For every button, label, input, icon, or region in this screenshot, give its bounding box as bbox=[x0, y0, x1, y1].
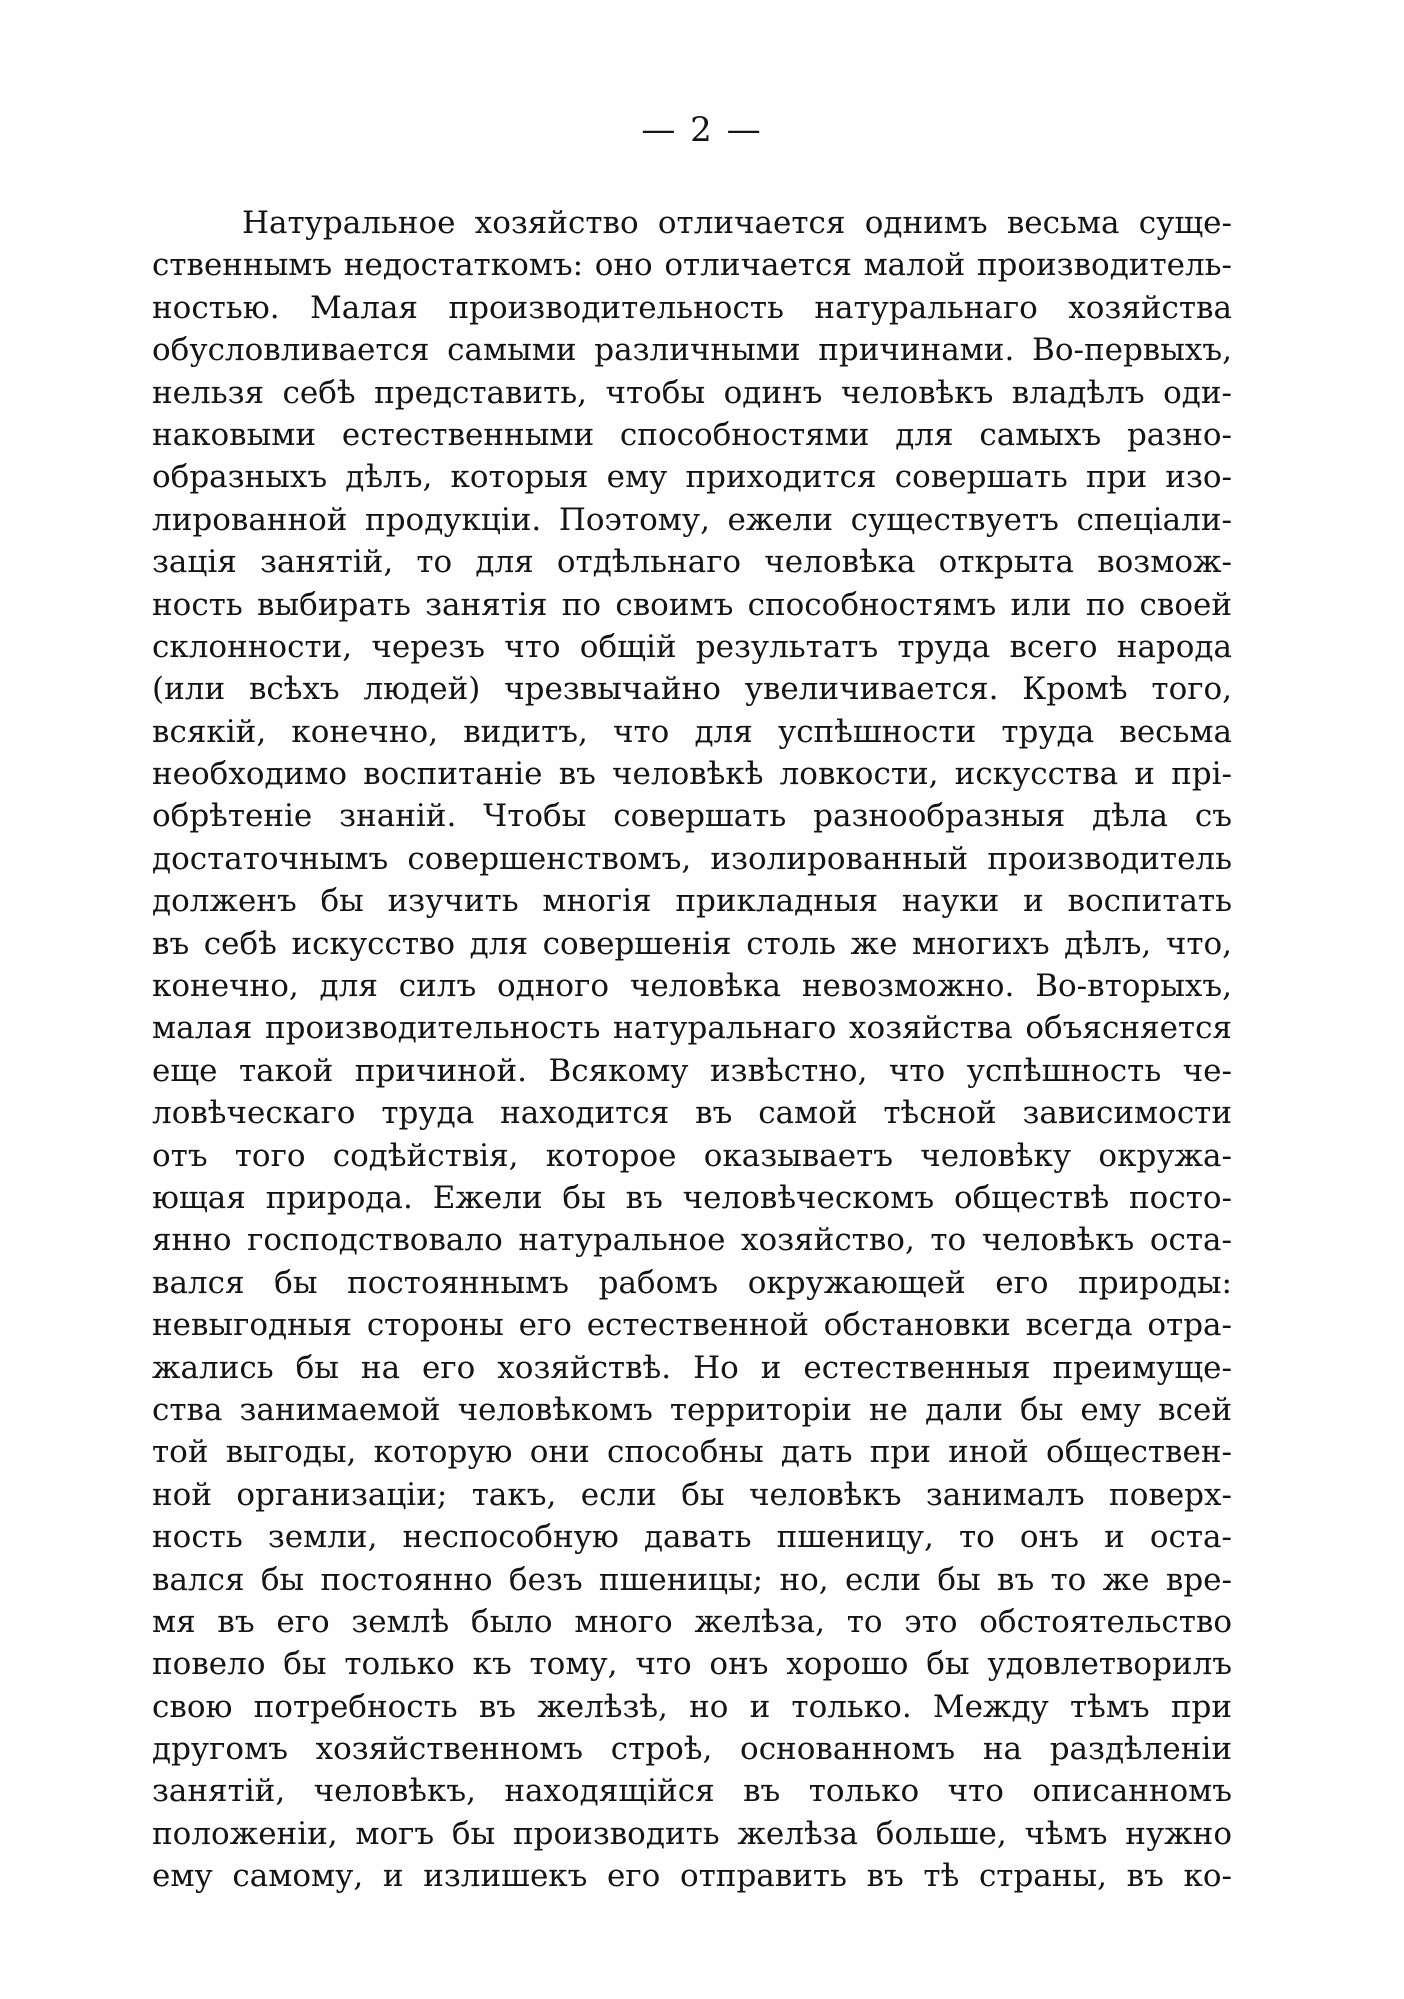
text-line: вался бы постоянно безъ пшеницы; но, если бы въ то же вре- bbox=[152, 1561, 1232, 1598]
text-line: отъ того содѣйствія, которое оказываетъ человѣку окружа- bbox=[152, 1137, 1232, 1174]
text-line: необходимо воспитаніе въ человѣкѣ ловкости, искусства и прі- bbox=[152, 756, 1232, 793]
text-line: занятій, человѣкъ, находящійся въ только что описанномъ bbox=[152, 1773, 1232, 1810]
text-line: наковыми естественными способностями для самыхъ разно- bbox=[152, 416, 1232, 453]
text-line: всякій, конечно, видитъ, что для успѣшности труда весьма bbox=[152, 713, 1232, 750]
text-line: ющая природа. Ежели бы въ человѣческомъ обществѣ посто- bbox=[152, 1179, 1232, 1216]
text-line: свою потребность въ желѣзѣ, но и только. Между тѣмъ при bbox=[152, 1688, 1232, 1725]
text-line: конечно, для силъ одного человѣка невозможно. Во-вторыхъ, bbox=[152, 968, 1232, 1005]
text-line: положеніи, могъ бы производить желѣза больше, чѣмъ нужно bbox=[152, 1815, 1232, 1852]
text-line: достаточнымъ совершенствомъ, изолированный производитель bbox=[152, 840, 1232, 877]
text-line: жались бы на его хозяйствѣ. Но и естественныя преимуще- bbox=[152, 1349, 1232, 1386]
text-line: склонности, черезъ что общій результатъ труда всего народа bbox=[152, 628, 1232, 665]
text-line: ства занимаемой человѣкомъ территоріи не дали бы ему всей bbox=[152, 1391, 1232, 1428]
text-line: лированной продукціи. Поэтому, ежели существуетъ спеціали- bbox=[152, 501, 1232, 538]
text-line: вался бы постояннымъ рабомъ окружающей его природы: bbox=[152, 1264, 1232, 1301]
text-line: ловѣческаго труда находится въ самой тѣсной зависимости bbox=[152, 1095, 1232, 1132]
text-line: ностью. Малая производительность натуральнаго хозяйства bbox=[152, 289, 1232, 326]
text-line: зація занятій, то для отдѣльнаго человѣка открыта возмож- bbox=[152, 544, 1232, 581]
text-line: той выгоды, которую они способны дать при иной обществен- bbox=[152, 1434, 1232, 1471]
text-line: повело бы только къ тому, что онъ хорошо бы удовлетворилъ bbox=[152, 1646, 1232, 1683]
text-line: въ себѣ искусство для совершенія столь же многихъ дѣлъ, что, bbox=[152, 925, 1232, 962]
text-line: обусловливается самыми различными причинами. Во-первыхъ, bbox=[152, 332, 1232, 369]
text-line: долженъ бы изучить многія прикладныя науки и воспитать bbox=[152, 883, 1232, 920]
text-line: ему самому, и излишекъ его отправить въ тѣ страны, въ ко- bbox=[152, 1858, 1232, 1895]
text-line: Натуральное хозяйство отличается однимъ весьма суще- bbox=[242, 205, 1232, 241]
text-line: малая производительность натуральнаго хозяйства объясняется bbox=[152, 1010, 1232, 1047]
text-line: мя въ его землѣ было много желѣза, то это обстоятельство bbox=[152, 1603, 1232, 1640]
text-line: нельзя себѣ представить, чтобы одинъ человѣкъ владѣлъ оди- bbox=[152, 374, 1232, 411]
text-line: образныхъ дѣлъ, которыя ему приходится совершать при изо- bbox=[152, 459, 1232, 496]
text-line: ность выбирать занятія по своимъ способностямъ или по своей bbox=[152, 586, 1232, 623]
page-number: — 2 — bbox=[641, 110, 763, 150]
text-line: обрѣтеніе знаній. Чтобы совершать разнообразныя дѣла съ bbox=[152, 798, 1232, 835]
body-text bbox=[152, 202, 1232, 1898]
text-line: ственнымъ недостаткомъ: оно отличается малой производитель- bbox=[152, 247, 1232, 284]
text-line: (или всѣхъ людей) чрезвычайно увеличивается. Кромѣ того, bbox=[152, 671, 1232, 708]
text-line: другомъ хозяйственномъ строѣ, основанномъ на раздѣленіи bbox=[152, 1731, 1232, 1768]
text-line: янно господствовало натуральное хозяйство, то человѣкъ оста- bbox=[152, 1222, 1232, 1259]
text-line: ность земли, неспособную давать пшеницу, то онъ и оста- bbox=[152, 1519, 1232, 1556]
text-line: невыгодныя стороны его естественной обстановки всегда отра- bbox=[152, 1307, 1232, 1344]
text-line: еще такой причиной. Всякому извѣстно, что успѣшность че- bbox=[152, 1052, 1232, 1089]
text-line: ной организаціи; такъ, если бы человѣкъ занималъ поверх- bbox=[152, 1476, 1232, 1513]
